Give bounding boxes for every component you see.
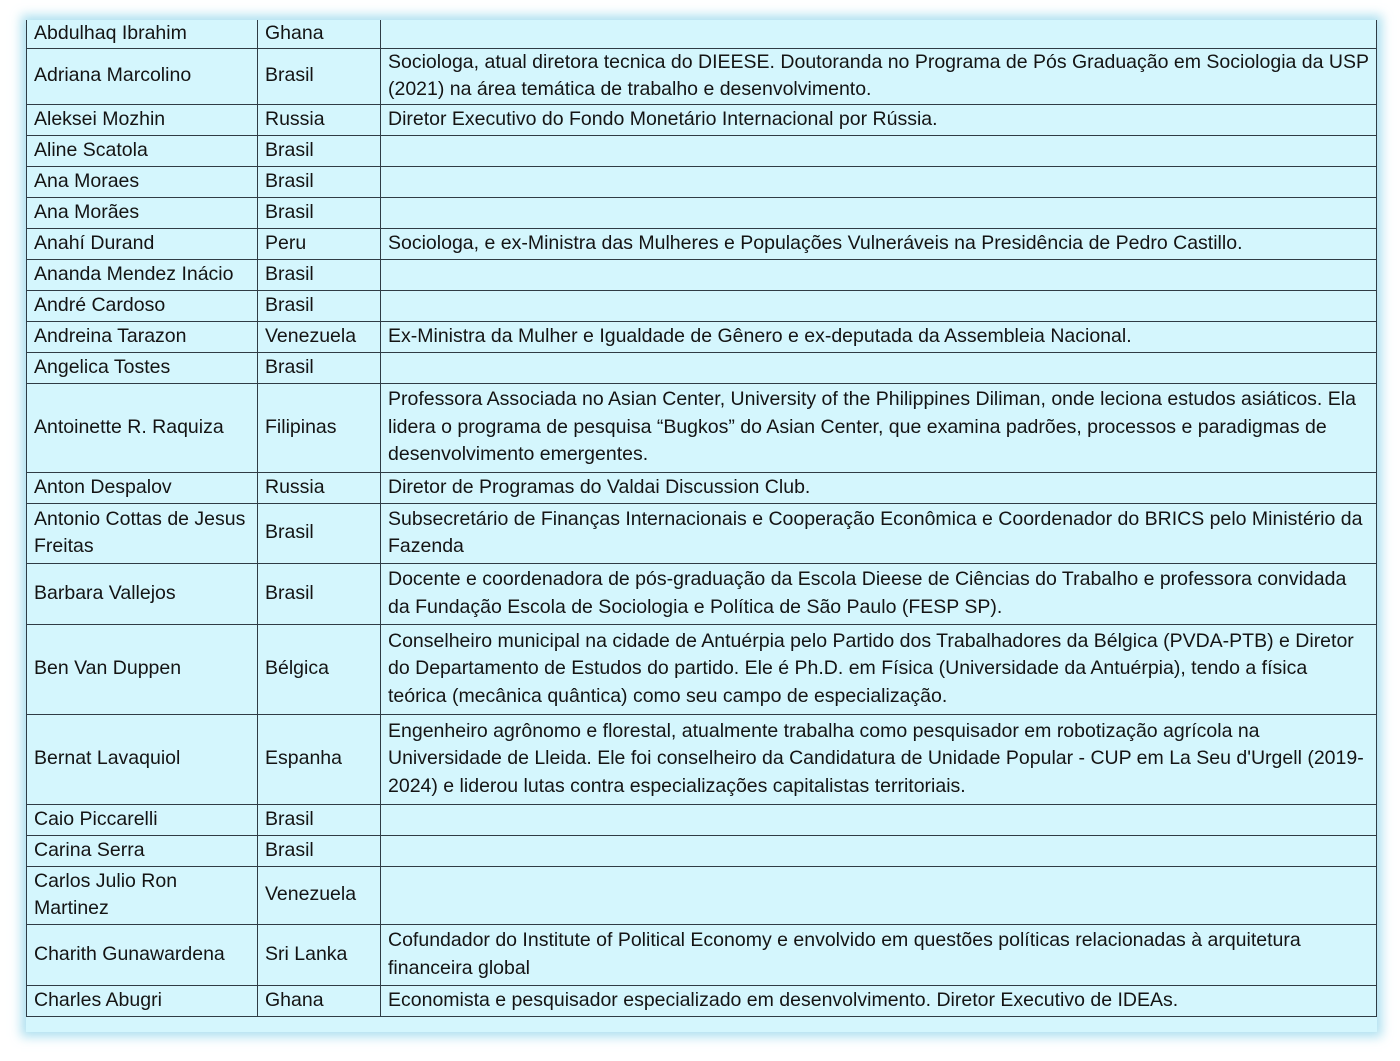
table-row [27,228,1377,259]
participant-name-cell: Ana Moraes [27,166,258,197]
participant-name-cell: Antoinette R. Raquiza [27,383,258,472]
table-row [27,472,1377,503]
participant-name-cell: Charles Abugri [27,985,258,1016]
participant-name-cell: Barbara Vallejos [27,563,258,624]
participant-description-cell [381,20,1377,48]
participant-country-cell: Venezuela [258,321,381,352]
participant-description-cell: Diretor Executivo do Fondo Monetário Internacional por Rússia. [381,104,1377,135]
participant-country-cell: Brasil [258,563,381,624]
table-row [27,20,1377,48]
participant-country-cell: Russia [258,472,381,503]
table-row [27,48,1377,104]
participant-country-cell: Ghana [258,985,381,1016]
table-row [27,166,1377,197]
table-row [27,135,1377,166]
participants-sheet [26,20,1377,1032]
participant-name-cell: Abdulhaq Ibrahim [27,20,258,48]
participant-country-cell: Ghana [258,20,381,48]
participant-description-cell [381,259,1377,290]
participant-country-cell: Russia [258,104,381,135]
table-row [27,503,1377,563]
participant-description-cell [381,352,1377,383]
table-row [27,835,1377,866]
participant-name-cell: Carlos Julio Ron Martinez [27,866,258,924]
participant-description-cell: Professora Associada no Asian Center, University of the Philippines Diliman, onde leciona estudos asiáticos. Ela lidera o programa de pesquisa “Bugkos” do Asian Center, que examina padrões, processos e paradigmas de desenvolvimento emergentes. [381,383,1377,472]
participant-description-cell: Cofundador do Institute of Political Economy e envolvido em questões políticas relacionadas à arquitetura financeira global [381,924,1377,985]
participant-country-cell: Espanha [258,714,381,804]
participant-description-cell [381,804,1377,835]
participant-country-cell: Brasil [258,135,381,166]
participant-country-cell: Brasil [258,259,381,290]
participant-name-cell: Carina Serra [27,835,258,866]
participant-country-cell: Brasil [258,290,381,321]
participant-country-cell: Brasil [258,835,381,866]
participant-description-cell [381,197,1377,228]
participant-description-cell: Subsecretário de Finanças Internacionais e Cooperação Econômica e Coordenador do BRICS pelo Ministério da Fazenda [381,503,1377,563]
participant-name-cell: Ana Morães [27,197,258,228]
participant-country-cell: Brasil [258,197,381,228]
participant-name-cell: Caio Piccarelli [27,804,258,835]
participant-country-cell: Brasil [258,804,381,835]
table-row [27,383,1377,472]
participant-description-cell: Docente e coordenadora de pós-graduação da Escola Dieese de Ciências do Trabalho e professora convidada da Fundação Escola de Sociologia e Política de São Paulo (FESP SP). [381,563,1377,624]
table-row [27,804,1377,835]
participant-name-cell: Aleksei Mozhin [27,104,258,135]
participant-name-cell: Ananda Mendez Inácio [27,259,258,290]
participant-name-cell: Andreina Tarazon [27,321,258,352]
participant-country-cell: Bélgica [258,624,381,714]
table-row [27,714,1377,804]
participant-description-cell: Ex-Ministra da Mulher e Igualdade de Gênero e ex-deputada da Assembleia Nacional. [381,321,1377,352]
table-row [27,104,1377,135]
participant-name-cell: Anton Despalov [27,472,258,503]
table-row [27,290,1377,321]
participant-description-cell: Economista e pesquisador especializado em desenvolvimento. Diretor Executivo de IDEAs. [381,985,1377,1016]
participant-description-cell [381,835,1377,866]
participant-description-cell [381,166,1377,197]
participant-name-cell: Charith Gunawardena [27,924,258,985]
participants-table-body [27,20,1377,1016]
participant-country-cell: Filipinas [258,383,381,472]
participant-description-cell: Engenheiro agrônomo e florestal, atualmente trabalha como pesquisador em robotização agrícola na Universidade de Lleida. Ele foi conselheiro da Candidatura de Unidade Popular - CUP em La Seu d'Urgell (2019-2024) e liderou lutas contra especializações capitalistas territoriais. [381,714,1377,804]
participant-country-cell: Brasil [258,352,381,383]
participant-name-cell: Adriana Marcolino [27,48,258,104]
participant-description-cell [381,866,1377,924]
table-row [27,352,1377,383]
table-row [27,985,1377,1016]
participant-name-cell: Bernat Lavaquiol [27,714,258,804]
participant-country-cell: Venezuela [258,866,381,924]
participant-description-cell: Diretor de Programas do Valdai Discussion Club. [381,472,1377,503]
participant-description-cell [381,290,1377,321]
participant-country-cell: Brasil [258,48,381,104]
participant-name-cell: André Cardoso [27,290,258,321]
participant-name-cell: Ben Van Duppen [27,624,258,714]
participant-description-cell: Conselheiro municipal na cidade de Antuérpia pelo Partido dos Trabalhadores da Bélgica (PVDA-PTB) e Diretor do Departamento de Estudos do partido. Ele é Ph.D. em Física (Universidade da Antuérpia), tendo a física teórica (mecânica quântica) como seu campo de especialização. [381,624,1377,714]
table-row [27,624,1377,714]
participant-name-cell: Aline Scatola [27,135,258,166]
table-row [27,563,1377,624]
participant-name-cell: Angelica Tostes [27,352,258,383]
table-row [27,321,1377,352]
participant-description-cell [381,135,1377,166]
table-row [27,197,1377,228]
participant-country-cell: Sri Lanka [258,924,381,985]
participant-description-cell: Sociologa, atual diretora tecnica do DIEESE. Doutoranda no Programa de Pós Graduação em Sociologia da USP (2021) na área temática de trabalho e desenvolvimento. [381,48,1377,104]
participant-country-cell: Brasil [258,166,381,197]
participants-table [26,20,1377,1017]
participant-country-cell: Peru [258,228,381,259]
table-row [27,924,1377,985]
table-row [27,259,1377,290]
participant-name-cell: Anahí Durand [27,228,258,259]
table-row [27,866,1377,924]
participant-country-cell: Brasil [258,503,381,563]
participant-description-cell: Sociologa, e ex-Ministra das Mulheres e Populações Vulneráveis na Presidência de Pedro Castillo. [381,228,1377,259]
participant-name-cell: Antonio Cottas de Jesus Freitas [27,503,258,563]
